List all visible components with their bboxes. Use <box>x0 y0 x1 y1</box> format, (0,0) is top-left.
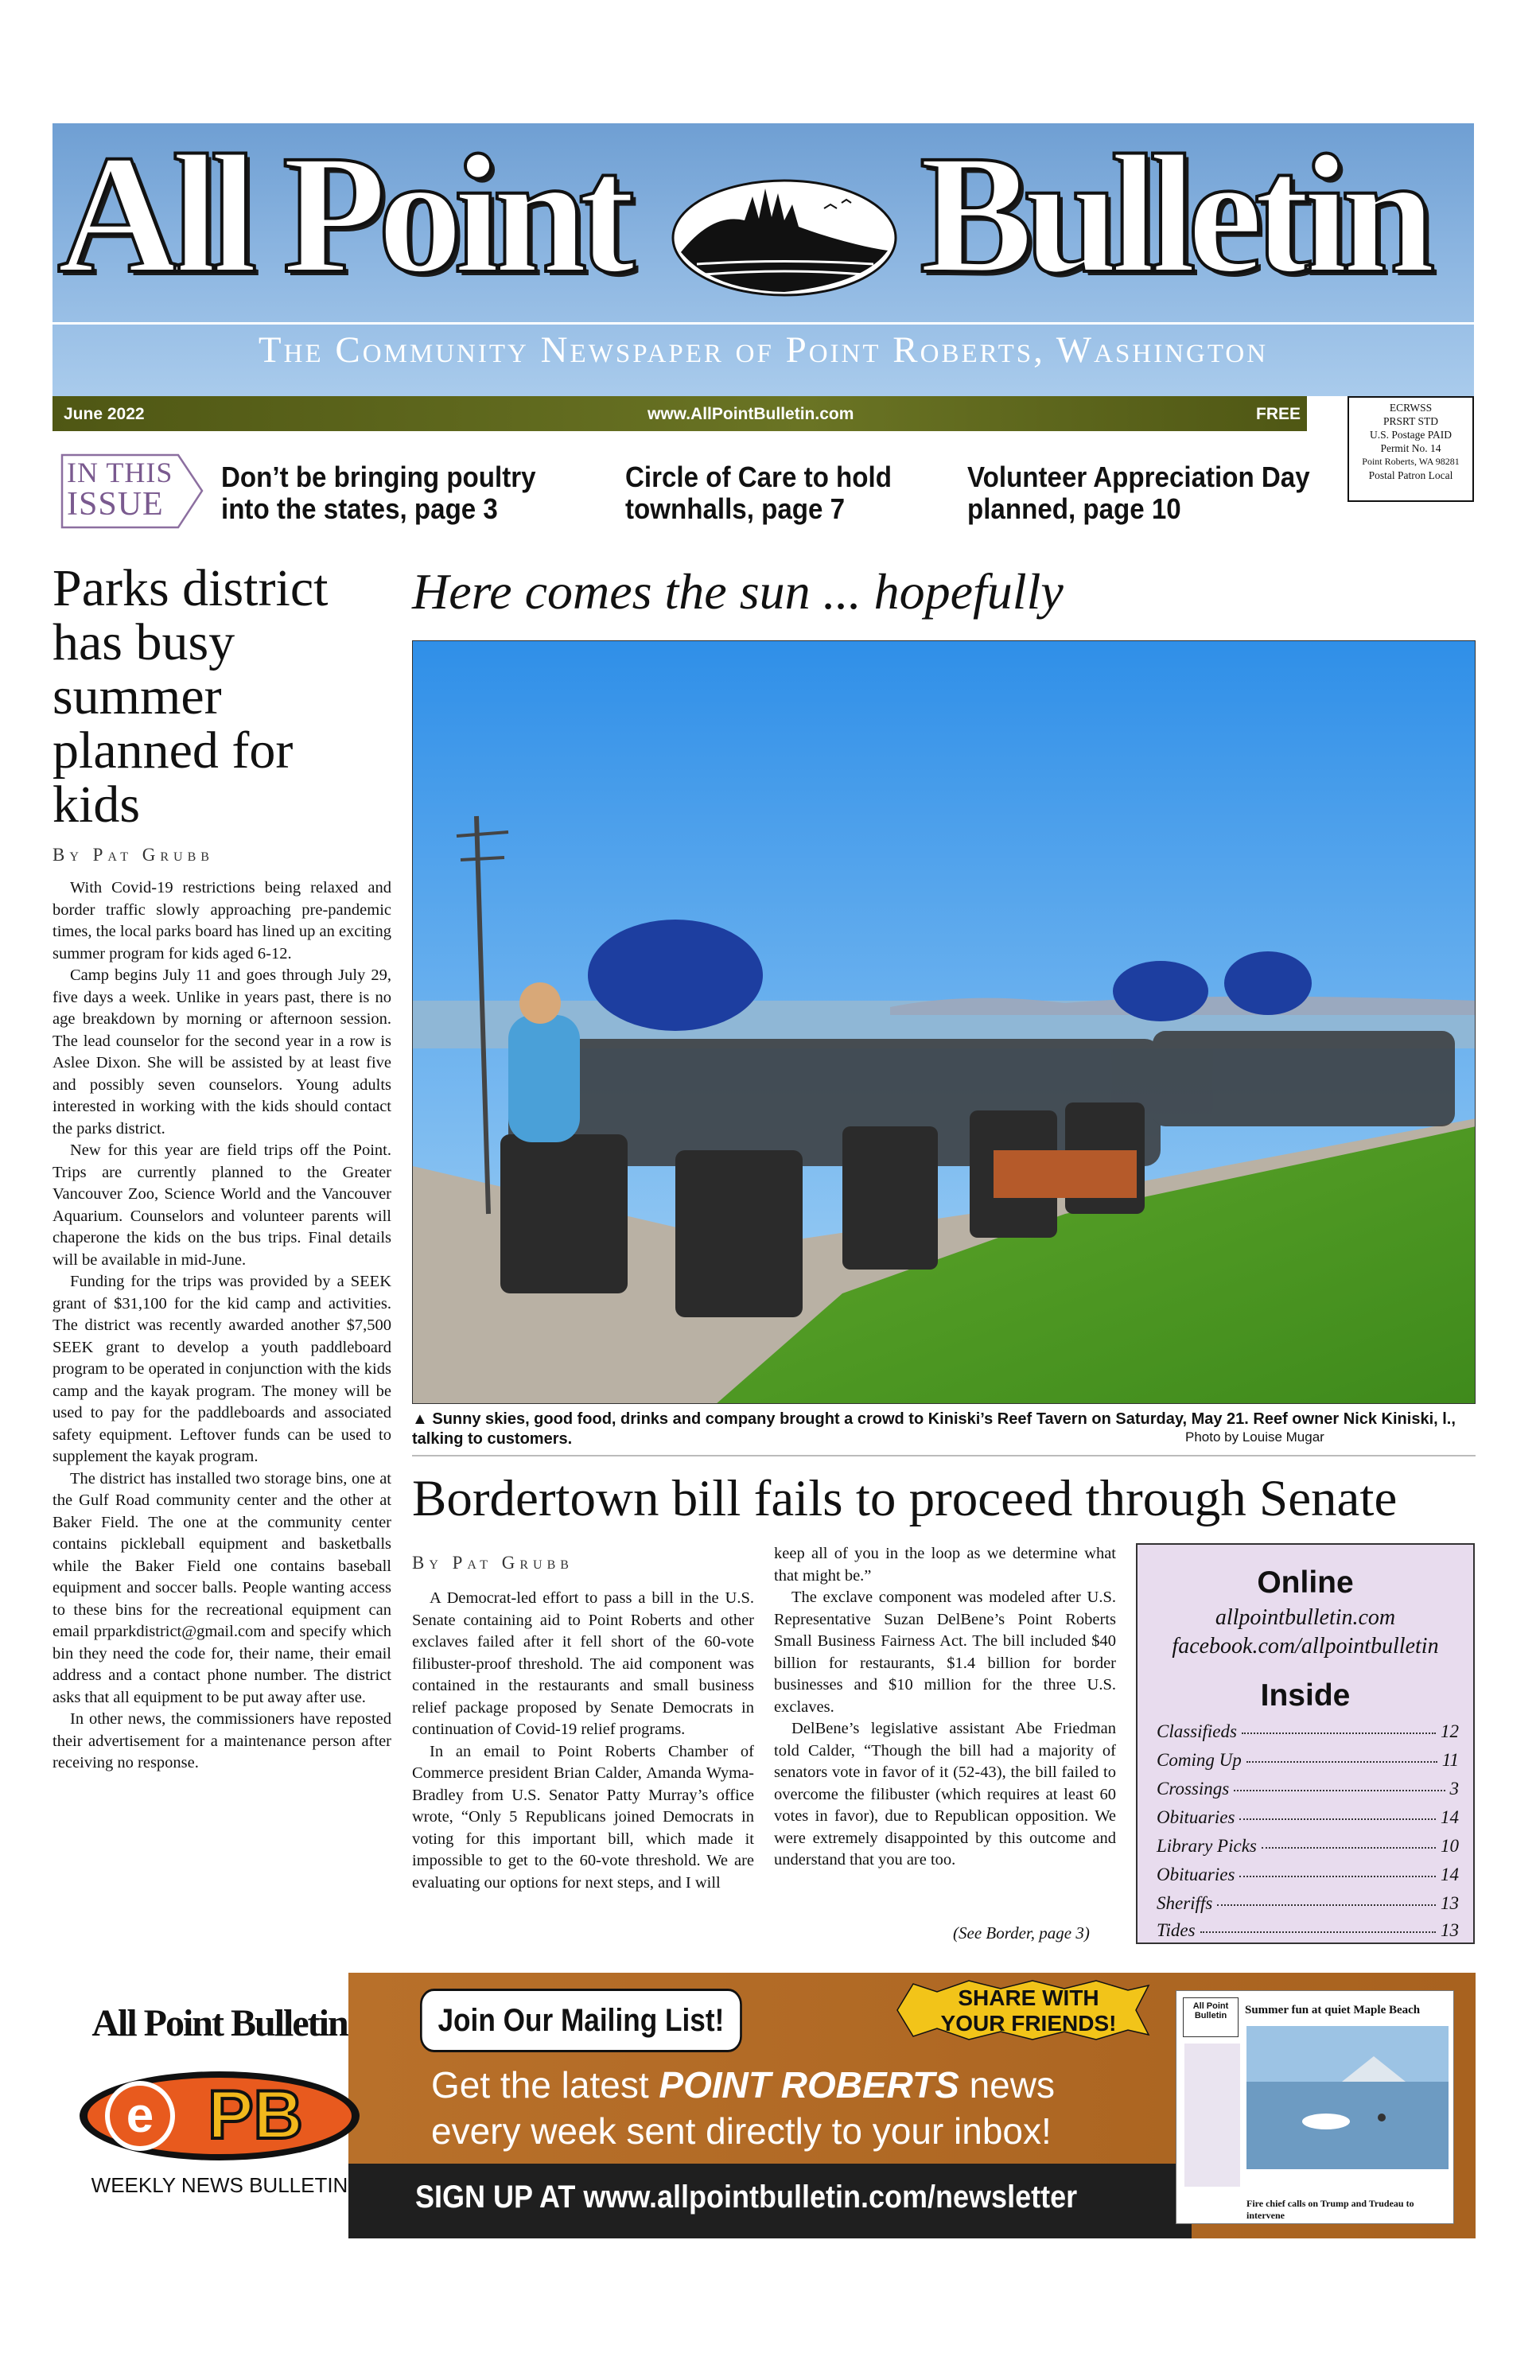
ad-headline-line-1 <box>431 2064 1055 2106</box>
newspaper-title <box>52 123 1474 322</box>
toc-item[interactable] <box>1157 1893 1459 1914</box>
sidebar-box <box>1136 1543 1475 1944</box>
toc-item[interactable] <box>1157 1779 1459 1799</box>
paragraph: DelBene’s legislative assistant Abe Friedman told Calder, “Though the bill had a majority of senators vote in favor of it (52-43), the bill failed to overcome the filibuster (which requires at least 60 votes in favor), due to Republican opposition. We were extremely disappointed by this outcome and understand that you are too. <box>774 1720 1116 1869</box>
tavern-patio-photo <box>412 640 1476 1404</box>
paragraph: A Democrat-led effort to pass a bill in the U.S. Senate containing aid to Point Roberts and other exclaves failed after it fell short of the 60-vote filibuster-proof threshold. The aid component was contained in the restaurants and small business relief package proposed by Senate Democrats in continuation of Covid-19 relief programs. <box>412 1589 754 1738</box>
postal-line: Postal Patron Local <box>1368 469 1453 481</box>
toc-item[interactable] <box>1157 1836 1459 1857</box>
toc-page: 13 <box>1441 1920 1459 1940</box>
paragraph: keep all of you in the loop as we determine what that might be.” <box>774 1545 1116 1585</box>
in-this-issue-label <box>60 453 204 529</box>
preview-beach-photo <box>1246 2026 1449 2169</box>
masthead <box>52 123 1474 396</box>
preview-subheadline: Fire chief calls on Trump and Trudeau to intervene <box>1246 2198 1414 2221</box>
issue-label: ISSUE <box>67 486 164 523</box>
teaser-line: townhalls, page 7 <box>625 492 846 525</box>
preview-brand: All Point Bulletin <box>1192 2001 1229 2020</box>
online-heading: Online <box>1257 1565 1354 1600</box>
toc-label: Coming Up <box>1157 1750 1242 1770</box>
signup-link[interactable]: SIGN UP AT www.allpointbulletin.com/newsletter <box>415 2180 1078 2215</box>
paragraph: Camp begins July 11 and goes through July 29, five days a week. Unlike in years past, there is no age breakdown by morning or afternoon session. The lead counselor for the second year in a row is Aslee Dixon. She will be assisted by at least five and possibly seven counselors. Young adults interested in working with the kids should contact the parks district. <box>52 966 391 1138</box>
ad-latest-b: POINT ROBERTS <box>659 2064 959 2106</box>
toc-page: 10 <box>1441 1836 1459 1856</box>
teaser-volunteer-day[interactable] <box>967 461 1310 525</box>
teaser-poultry[interactable] <box>221 461 536 525</box>
toc-label: Crossings <box>1157 1779 1230 1799</box>
postal-line: PRSRT STD <box>1382 415 1439 427</box>
ad-brand-subtitle: WEEKLY NEWS BULLETIN <box>91 2173 348 2197</box>
paragraph: In an email to Point Roberts Chamber of Commerce president Brian Calder, Amanda Wyma-Bradley from U.S. Senator Patty Murray’s office wrote, “Only 5 Republicans joined Democrats in voting for this important bill, which made it impossible to get to the 60-vote threshold. We are evaluating our options for next steps, and I will <box>412 1742 754 1892</box>
inside-heading: Inside <box>1260 1678 1351 1713</box>
teaser-line: Don’t be bringing poultry <box>221 461 536 493</box>
svg-text:e: e <box>126 2088 154 2143</box>
toc-page: 12 <box>1441 1721 1459 1741</box>
teaser-line: Circle of Care to hold <box>625 461 892 493</box>
toc-label: Obituaries <box>1157 1807 1235 1827</box>
paragraph: With Covid-19 restrictions being relaxed and border traffic slowly approaching pre-pandemic times, the local parks board has lined up an exciting summer program for kids aged 6-12. <box>52 879 391 962</box>
newsletter-preview-image <box>1176 1990 1454 2224</box>
epb-logo-icon <box>76 2068 363 2164</box>
preview-sidebar <box>1184 2044 1240 2187</box>
island-logo-icon <box>665 165 904 308</box>
facebook-link[interactable]: facebook.com/allpointbulletin <box>1172 1634 1439 1659</box>
parks-headline[interactable]: Parks district has busy summer planned for kids <box>52 559 329 834</box>
issue-date: June 2022 <box>64 405 145 423</box>
paragraph: In other news, the commissioners have reposted their advertisement for a maintenance person after receiving no response. <box>52 1710 391 1771</box>
toc-item[interactable] <box>1157 1750 1459 1771</box>
toc-item[interactable] <box>1157 1807 1459 1828</box>
photo-caption: ▲ Sunny skies, good food, drinks and company brought a crowd to Kiniski’s Reef Tavern on Saturday, May 21. Reef owner Nick Kiniski, l., talking to customers. <box>412 1410 1456 1448</box>
teaser-line: planned, page 10 <box>967 492 1181 525</box>
postal-line: Permit No. 14 <box>1380 442 1441 454</box>
paragraph: The district has installed two storage bins, one at the Gulf Road community center and the other at Baker Field. The one at the community center contains pickleball equipment and basketballs while the Baker Field one contains baseball equipment and soccer balls. People wanting access to these bins for the recreational equipment can email prparkdistrict@gmail.com and specify which bin they need the code for, their name, their email address and a contact phone number. The district asks that all equipment to be put away after use. <box>52 1469 391 1706</box>
parks-byline: By Pat Grubb <box>52 845 214 865</box>
photo-illustration <box>413 641 1476 1404</box>
price-label: FREE <box>1256 405 1301 423</box>
toc-page: 11 <box>1441 1750 1459 1770</box>
toc-label: Classifieds <box>1157 1721 1237 1741</box>
paragraph: The exclave component was modeled after U.S. Representative Suzan DelBene’s Point Roberts Small Business Fairness Act. The bill included $40 billion for restaurants, $1.4 billion for border businesses and $10 million for the three U.S. exclaves. <box>774 1589 1116 1716</box>
toc-label: Tides <box>1157 1920 1196 1940</box>
toc-label: Sheriffs <box>1157 1893 1213 1913</box>
preview-headline: Summer fun at quiet Maple Beach <box>1245 2004 1421 2016</box>
preview-logo <box>1183 1997 1239 2037</box>
photo-headline[interactable]: Here comes the sun ... hopefully <box>412 563 1064 620</box>
photo-credit: Photo by Louise Mugar <box>1185 1429 1324 1445</box>
toc-item[interactable] <box>1157 1865 1459 1885</box>
postal-line: ECRWSS <box>1389 402 1433 414</box>
toc-page: 13 <box>1441 1893 1459 1913</box>
teaser-line: Volunteer Appreciation Day <box>967 461 1310 493</box>
svg-text:PB: PB <box>208 2077 303 2153</box>
teaser-line: into the states, page 3 <box>221 492 498 525</box>
newsletter-ad[interactable] <box>52 1973 1476 2238</box>
ad-latest-a: Get the latest <box>431 2064 659 2106</box>
bordertown-headline[interactable]: Bordertown bill fails to proceed through Senate <box>412 1470 1398 1527</box>
bordertown-column-2 <box>774 1543 1116 1872</box>
date-bar <box>52 396 1307 431</box>
parks-body <box>52 877 391 1951</box>
section-divider <box>412 1455 1476 1456</box>
toc-page: 14 <box>1441 1865 1459 1884</box>
bordertown-column-1 <box>412 1588 754 1894</box>
postal-line: U.S. Postage PAID <box>1369 429 1452 441</box>
teaser-circle-of-care[interactable] <box>625 461 892 525</box>
toc-page: 3 <box>1449 1779 1459 1799</box>
toc-label: Library Picks <box>1157 1836 1257 1856</box>
title-all-point: All Point <box>57 123 627 309</box>
join-mailing-list-button[interactable]: Join Our Mailing List! <box>420 1989 742 2052</box>
website-link[interactable]: allpointbulletin.com <box>1215 1605 1396 1630</box>
toc-item[interactable] <box>1157 1721 1459 1742</box>
ad-latest-c: news <box>959 2064 1055 2106</box>
title-bulletin: Bulletin <box>920 123 1427 309</box>
masthead-divider <box>52 322 1474 325</box>
website-url[interactable]: www.AllPointBulletin.com <box>648 405 854 423</box>
paragraph: New for this year are field trips off the Point. Trips are currently planned to the Greater Vancouver Zoo, Science World and the Vancouver Aquarium. Counselors and volunteer parents will chaperone the kids on the bus trips. Final details will be available in mid-June. <box>52 1141 391 1269</box>
toc-item[interactable] <box>1157 1920 1459 1941</box>
masthead-tagline: The Community Newspaper of Point Roberts, Washington <box>258 329 1269 371</box>
postal-line: Point Roberts, WA 98281 <box>1362 456 1460 467</box>
in-this-label: IN THIS <box>67 457 173 488</box>
ad-headline-line-2: every week sent directly to your inbox! <box>431 2110 1052 2152</box>
jump-line[interactable]: (See Border, page 3) <box>953 1923 1090 1942</box>
toc-label: Obituaries <box>1157 1865 1235 1884</box>
paragraph: Funding for the trips was provided by a SEEK grant of $31,100 for the kid camp and activities. The district was recently awarded another $7,500 SEEK grant to develop a youth paddleboard program to be operated in conjunction with the kids camp and the kayak program. The money will be used to pay for the paddleboards and associated safety equipment. Leftover funds can be used to supplement the kayak program. <box>52 1273 391 1465</box>
ad-brand-name: All Point Bulletin <box>91 2002 348 2044</box>
share-with-friends-badge: SHARE WITH YOUR FRIENDS! <box>940 1985 1117 2036</box>
toc-page: 14 <box>1441 1807 1459 1827</box>
bordertown-byline: By Pat Grubb <box>412 1553 574 1573</box>
postal-indicia <box>1348 396 1474 502</box>
